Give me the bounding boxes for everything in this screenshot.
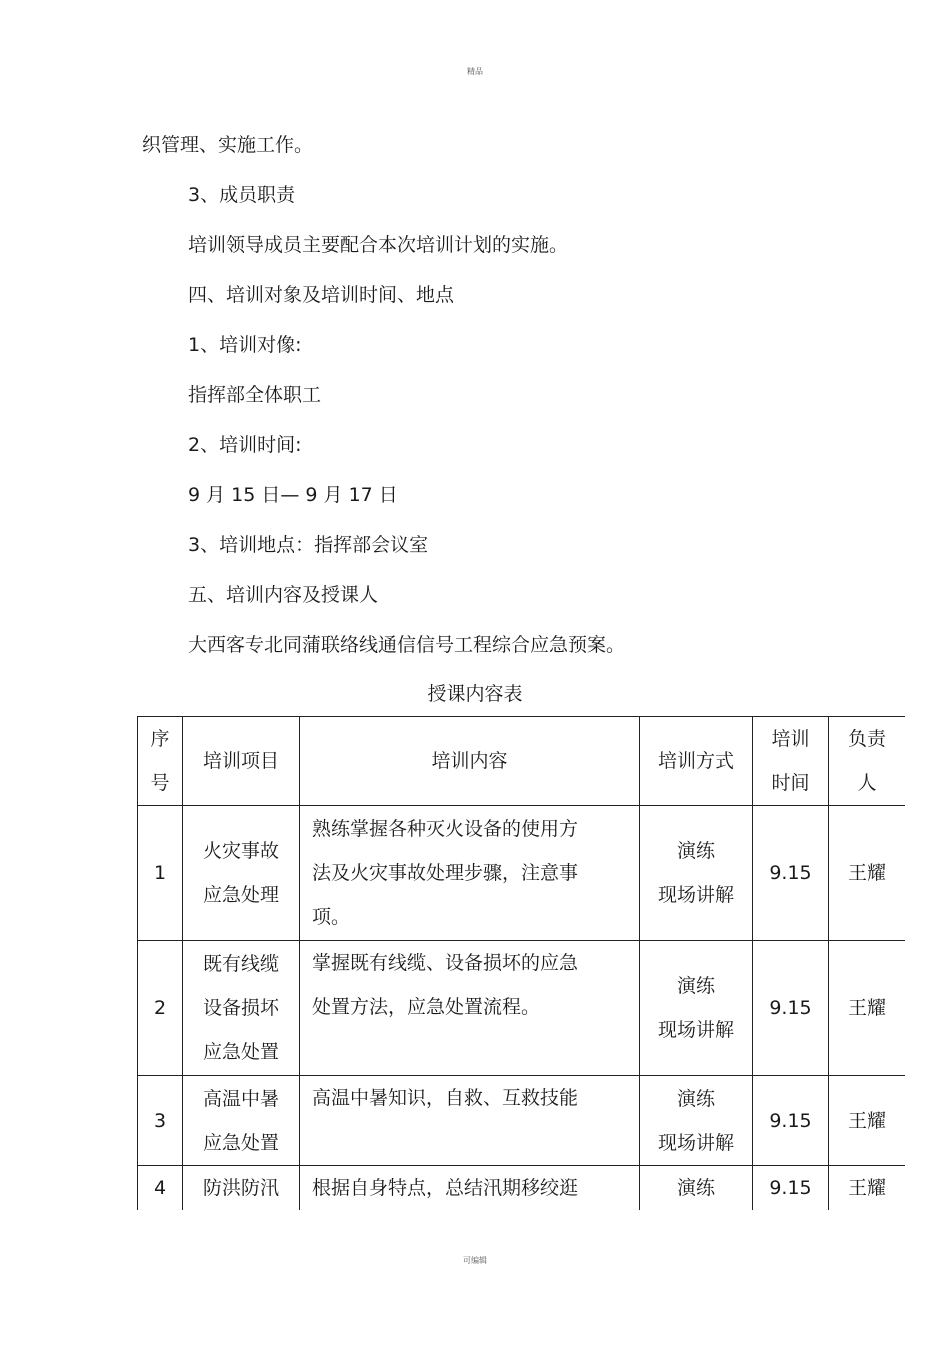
body-line-7: 2、培训时间: [188, 434, 302, 456]
cell-no: 4 [138, 1166, 183, 1211]
course-table [137, 716, 905, 1210]
cell-content: 掌握既有线缆、设备损坏的应急 处置方法，应急处置流程。 [300, 941, 640, 1076]
table-row [138, 806, 906, 941]
cell-item: 防洪防汛 [183, 1166, 300, 1211]
cell-no: 1 [138, 806, 183, 941]
course-table-wrapper [137, 716, 905, 1210]
body-line-5: 1、培训对像: [188, 334, 302, 356]
cell-time: 9.15 [753, 1076, 829, 1166]
section-heading-5: 五、培训内容及授课人 [188, 584, 379, 606]
cell-item: 高温中暑 应急处置 [183, 1076, 300, 1166]
cell-no: 3 [138, 1076, 183, 1166]
body-line-1: 织管理、实施工作。 [142, 134, 314, 156]
table-row [138, 1166, 906, 1211]
cell-item: 火灾事故 应急处理 [183, 806, 300, 941]
cell-no: 2 [138, 941, 183, 1076]
page-footer: 可编辑 [463, 1256, 487, 1265]
body-line-8: 9 月 15 日— 9 月 17 日 [188, 484, 398, 506]
header-item: 培训项目 [183, 717, 300, 806]
header-owner: 负责 人 [829, 717, 906, 806]
body-line-11: 大西客专北同蒲联络线通信信号工程综合应急预案。 [188, 634, 626, 656]
table-row [138, 941, 906, 1076]
header-no: 序 号 [138, 717, 183, 806]
cell-time: 9.15 [753, 941, 829, 1076]
table-header-row [138, 717, 906, 806]
cell-owner: 王耀 [829, 941, 906, 1076]
body-line-6: 指挥部全体职工 [188, 384, 322, 406]
cell-method: 演练 现场讲解 [640, 1076, 753, 1166]
body-line-9: 3、培训地点：指挥部会议室 [188, 534, 429, 556]
cell-time: 9.15 [753, 806, 829, 941]
cell-content: 熟练掌握各种灭火设备的使用方 法及火灾事故处理步骤，注意事 项。 [300, 806, 640, 941]
body-line-3: 培训领导成员主要配合本次培训计划的实施。 [188, 234, 569, 256]
cell-content: 根据自身特点，总结汛期移绞逛 [300, 1166, 640, 1211]
table-row [138, 1076, 906, 1166]
header-method: 培训方式 [640, 717, 753, 806]
cell-method: 演练 现场讲解 [640, 941, 753, 1076]
cell-method: 演练 现场讲解 [640, 806, 753, 941]
cell-time: 9.15 [753, 1166, 829, 1211]
cell-owner: 王耀 [829, 806, 906, 941]
table-caption: 授课内容表 [427, 683, 523, 705]
cell-method: 演练 [640, 1166, 753, 1211]
header-content: 培训内容 [300, 717, 640, 806]
header-time: 培训 时间 [753, 717, 829, 806]
body-line-2: 3、成员职责 [188, 184, 296, 206]
section-heading-4: 四、培训对象及培训时间、地点 [188, 284, 455, 306]
cell-owner: 王耀 [829, 1076, 906, 1166]
cell-content: 高温中暑知识，自救、互救技能 [300, 1076, 640, 1166]
cell-item: 既有线缆 设备损坏 应急处置 [183, 941, 300, 1076]
cell-owner: 王耀 [829, 1166, 906, 1211]
page-header: 精品 [467, 67, 483, 76]
